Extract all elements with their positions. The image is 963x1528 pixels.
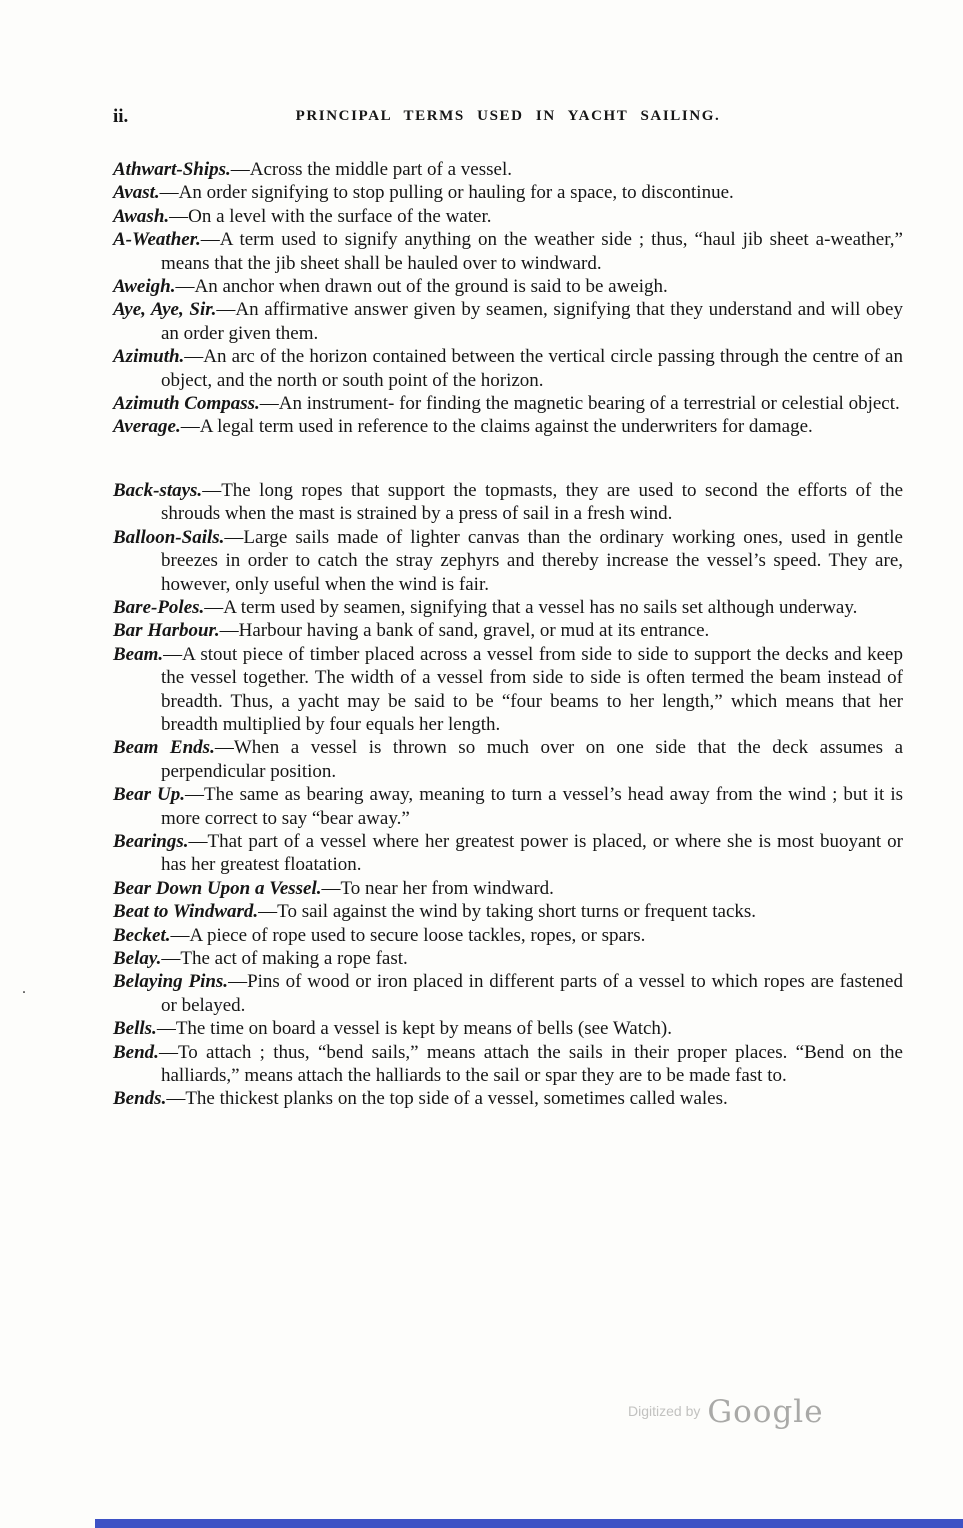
entry-term: Bar Harbour. (113, 620, 220, 642)
entry-term: Athwart-Ships. (113, 159, 231, 180)
entry-definition: —The time on board a vessel is kept by means of bells (see Watch). (156, 1018, 673, 1040)
entry-definition: —To attach ; thus, “bend sails,” means attach the sails in their proper places. “Bend on the halliards,” means attach the halliards to the sail or spar they are to be made fast to. (158, 1041, 903, 1087)
glossary-entry (113, 1041, 903, 1088)
entry-term: Aye, Aye, Sir. (113, 299, 217, 321)
entry-term: Azimuth Compass. (113, 393, 260, 415)
entry-term: Bend. (113, 1041, 159, 1063)
entry-definition: —The long ropes that support the topmasts, they are used to second the efforts of the shrouds when the mast is strained by a press of sail in a fresh wind. (161, 479, 903, 525)
entry-term: Bear Down Upon a Vessel. (113, 877, 322, 899)
entry-definition: —Harbour having a bank of sand, gravel, or mud at its entrance. (219, 620, 710, 642)
glossary-entry (113, 736, 903, 783)
glossary-entry (113, 275, 903, 298)
glossary-entry (113, 900, 903, 923)
entry-definition: —An affirmative answer given by seamen, signifying that they understand and will obey an order given them. (161, 299, 903, 344)
glossary-entry (113, 158, 903, 181)
glossary-entry (113, 205, 903, 228)
page-header (113, 106, 903, 130)
entry-term: Back-stays. (113, 479, 203, 501)
glossary-entry (113, 643, 903, 737)
glossary-entry (113, 1017, 903, 1040)
glossary-entry (113, 596, 903, 619)
glossary-content (113, 158, 903, 1111)
entry-definition: —That part of a vessel where her greatest power is placed, or where she is most buoyant or has her greatest floatation. (161, 830, 903, 876)
entry-definition: —An order signifying to stop pulling or hauling for a space, to discontinue. (159, 182, 734, 204)
entry-term: Balloon-Sails. (113, 526, 225, 548)
entry-term: Awash. (113, 205, 170, 227)
entry-term: Bends. (113, 1088, 167, 1110)
entry-term: Bare-Poles. (113, 596, 205, 618)
entry-definition: —Pins of wood or iron placed in different parts of a vessel to which ropes are fastened or belayed. (161, 971, 903, 1016)
entry-term: Avast. (113, 182, 160, 204)
glossary-entry (113, 970, 903, 1017)
glossary-entry (113, 947, 903, 970)
entry-term: Bearings. (113, 830, 189, 852)
glossary-entry (113, 181, 903, 204)
entry-term: Average. (113, 416, 181, 438)
entry-definition: —A stout piece of timber placed across a vessel from side to side to support the decks and keep the vessel together. The width of a vessel from side to side is often termed the beam instead of breadth. Thus, a yacht may be said to be “four beams to her length,” which means that her breadth multiplied by four equals her length. (161, 643, 903, 735)
entry-definition: —The act of making a rope fast. (161, 948, 408, 969)
entry-term: Belaying Pins. (113, 971, 229, 993)
google-logo: Google (707, 1394, 824, 1430)
glossary-entry (113, 298, 903, 345)
entry-definition: —The same as bearing away, meaning to turn a vessel’s head away from the wind ; but it is more correct to say “bear away.” (161, 784, 903, 829)
page-number: ii. (113, 106, 129, 127)
digitized-by-label: Digitized by (628, 1403, 701, 1419)
glossary-entry (113, 392, 903, 415)
entry-definition: —A legal term used in reference to the claims against the underwriters for damage. (180, 416, 813, 438)
entry-definition: —To near her from windward. (321, 877, 554, 899)
entry-term: Belay. (113, 948, 162, 969)
glossary-entry (113, 1087, 903, 1110)
glossary-entry (113, 619, 903, 642)
entry-term: A-Weather. (113, 229, 201, 251)
entry-term: Beam. (113, 643, 164, 665)
entry-definition: —When a vessel is thrown so much over on one side that the deck assumes a perpendicular position. (161, 737, 903, 782)
entry-term: Azimuth. (113, 346, 185, 368)
glossary-entry (113, 783, 903, 830)
glossary-entry (113, 345, 903, 392)
glossary-entry (113, 924, 903, 947)
glossary-entry (113, 877, 903, 900)
glossary-entry (113, 228, 903, 275)
entry-definition: —An anchor when drawn out of the ground is said to be aweigh. (175, 276, 668, 298)
entry-term: Beam Ends. (113, 737, 215, 759)
entry-term: Bear Up. (113, 784, 186, 806)
entry-term: Bells. (113, 1018, 157, 1040)
entry-definition: —On a level with the surface of the water. (169, 205, 492, 227)
entry-term: Aweigh. (113, 276, 176, 298)
running-title: PRINCIPAL TERMS USED IN YACHT SAILING. (295, 108, 721, 124)
entry-term: Becket. (113, 924, 171, 946)
entry-term: Beat to Windward. (113, 901, 259, 923)
section-b (113, 479, 903, 1111)
glossary-entry (113, 479, 903, 526)
entry-definition: —The thickest planks on the top side of a vessel, sometimes called wales. (166, 1088, 728, 1110)
digitization-watermark (628, 1394, 824, 1430)
entry-definition: —A term used by seamen, signifying that a vessel has no sails set although underway. (204, 596, 858, 618)
entry-definition: —A term used to signify anything on the weather side ; thus, “haul jib sheet a-weather,” means that the jib sheet shall be hauled over to windward. (161, 229, 903, 274)
scan-artifact-dot: . (22, 980, 26, 997)
entry-definition: —A piece of rope used to secure loose tackles, ropes, or spars. (170, 924, 646, 946)
glossary-entry (113, 415, 903, 438)
glossary-entry (113, 526, 903, 596)
entry-definition: —Large sails made of lighter canvas than the ordinary working ones, used in gentle breezes in order to catch the stray zephyrs and thereby increase the vessel’s speed. They are, however, only useful when the wind is fair. (161, 526, 903, 595)
page-bottom-bar (95, 1519, 963, 1528)
entry-definition: —Across the middle part of a vessel. (230, 159, 512, 180)
entry-definition: —An arc of the horizon contained between the vertical circle passing through the centre of an object, and the north or south point of the horizon. (161, 346, 903, 391)
entry-definition: —To sail against the wind by taking short turns or frequent tacks. (258, 901, 757, 923)
glossary-entry (113, 830, 903, 877)
entry-definition: —An instrument- for finding the magnetic bearing of a terrestrial or celestial object. (259, 393, 900, 415)
section-a (113, 158, 903, 439)
